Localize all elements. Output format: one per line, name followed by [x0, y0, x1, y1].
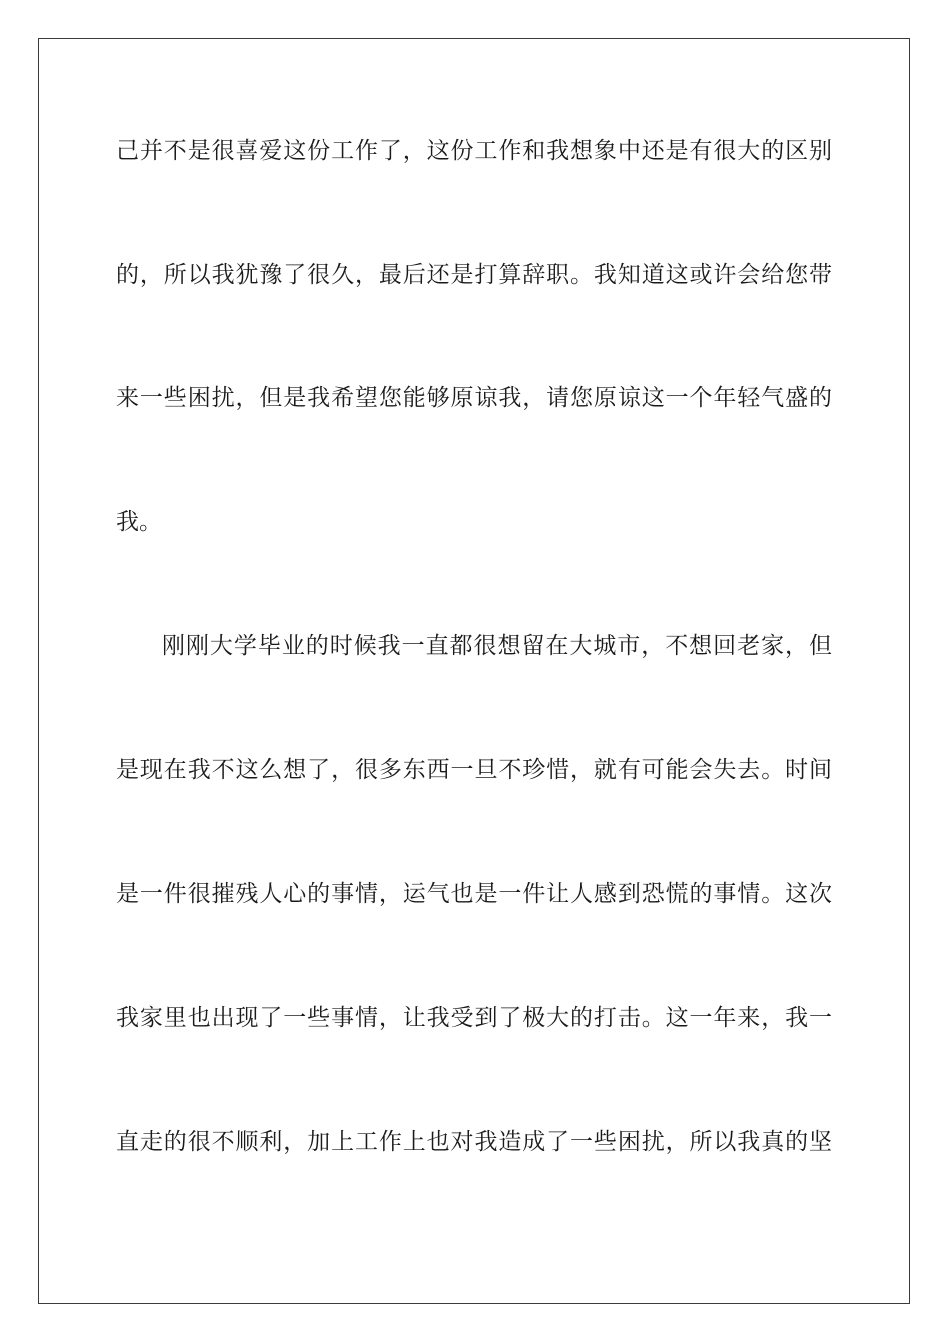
page-border	[38, 38, 910, 1304]
text-line-7: 是一件很摧残人心的事情，运气也是一件让人感到恐慌的事情。这次	[116, 881, 832, 907]
text-line-1: 己并不是很喜爱这份工作了，这份工作和我想象中还是有很大的区别	[116, 138, 832, 164]
text-line-6: 是现在我不这么想了，很多东西一旦不珍惜，就有可能会失去。时间	[116, 757, 832, 783]
text-line-3: 来一些困扰，但是我希望您能够原谅我，请您原谅这一个年轻气盛的	[116, 385, 832, 411]
text-line-2: 的，所以我犹豫了很久，最后还是打算辞职。我知道这或许会给您带	[116, 262, 832, 288]
text-line-8: 我家里也出现了一些事情，让我受到了极大的打击。这一年来，我一	[116, 1005, 832, 1031]
paragraph-2-first-line: 刚刚大学毕业的时候我一直都很想留在大城市，不想回老家，但	[162, 633, 832, 659]
text-line-9: 直走的很不顺利，加上工作上也对我造成了一些困扰，所以我真的坚	[116, 1129, 832, 1155]
text-line-4: 我。	[116, 509, 162, 535]
